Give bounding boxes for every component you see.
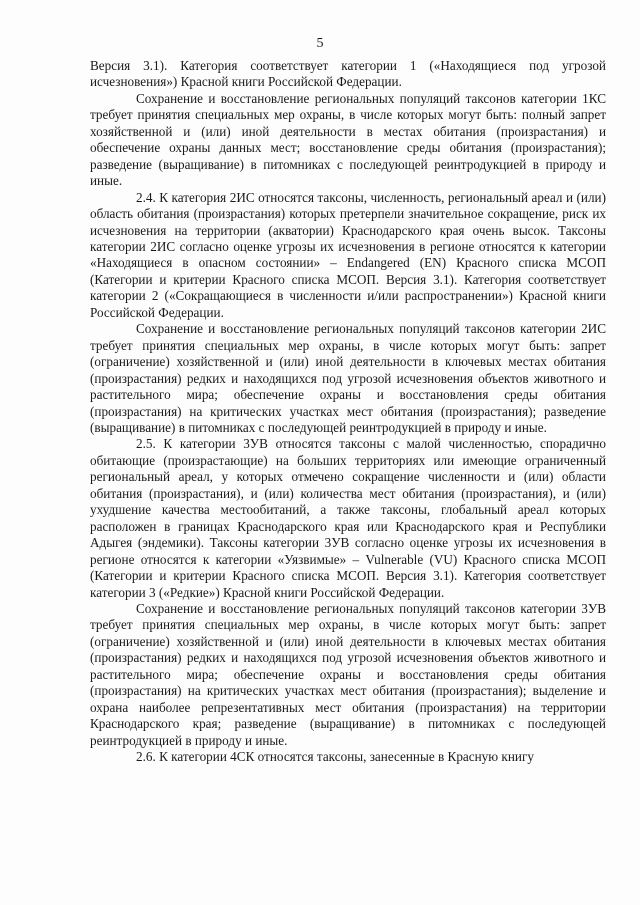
page-number: 5 [316,36,324,51]
paragraph-3uv-conservation: Сохранение и восстановление региональных популяций таксонов категории 3УВ требует принятия специальных мер охраны, в числе которых могут быть: запрет (ограничение) хозяйственной и (или) иной деятельности в ключевых местах обитания (произрастания) редких и находящихся под угрозой исчезновения объектов животного и растительного мира; обеспечение охраны и восстановления среды обитания (произрастания) на критических участках мест обитания (произрастания); выделение и охрана наиболее репрезентативных мест обитания (произрастания) на территории Краснодарского края; разведение (выращивание) в питомниках с последующей реинтродукцией в природу и иные. [90,600,606,748]
paragraph-continuation: Версия 3.1). Категория соответствует категории 1 («Находящиеся под угрозой исчезновения») Красной книги Российской Федерации. [90,58,606,90]
paragraph-2-6-category-4sk: 2.6. К категории 4СК относятся таксоны, занесенные в Красную книгу [136,749,534,765]
paragraph-1ks-conservation: Сохранение и восстановление региональных популяций таксонов категории 1КС требует принятия специальных мер охраны, в числе которых могут быть: полный запрет хозяйственной и (или) иной деятельности в местах обитания (произрастания) и обеспечение охраны данных мест; восстановление среды обитания (произрастания); разведение (выращивание) в питомниках с последующей реинтродукцией в природу и иные. [90,90,606,189]
paragraph-2is-conservation: Сохранение и восстановление региональных популяций таксонов категории 2ИС требует принятия специальных мер охраны, в числе которых могут быть: запрет (ограничение) хозяйственной и (или) иной деятельности в ключевых местах обитания (произрастания) редких и находящихся под угрозой исчезновения объектов животного и растительного мира; обеспечение охраны и восстановления среды обитания (произрастания) на критических участках мест обитания (произрастания); разведение (выращивание) в питомниках с последующей реинтродукцией в природу и иные. [90,321,606,435]
paragraph-2-5-category-3uv: 2.5. К категории 3УВ относятся таксоны с малой численностью, спорадично обитающие (произрастающие) на больших территориях или имеющие ограниченный региональный ареал, у которых отмечено сокращение численности и (или) области обитания (произрастания), и (или) количества мест обитания (произрастания), и (или) ухудшение качества местообитаний, а также таксоны, глобальный ареал которых расположен в границах Краснодарского края или Краснодарского края и Республики Адыгея (эндемики). Таксоны категории 3УВ согласно оценке угрозы их исчезновения в регионе относятся к категории «Уязвимые» – Vulnerable (VU) Красного списка МСОП (Категории и критерии Красного списка МСОП. Версия 3.1). Категория соответствует категории 3 («Редкие») Красной книги Российской Федерации. [90,436,606,600]
paragraph-2-4-category-2is: 2.4. К категория 2ИС относятся таксоны, численность, региональный ареал и (или) область обитания (произрастания) которых претерпели значительное сокращение, риск их исчезновения на территории (акватории) Краснодарского края очень высок. Таксоны категории 2ИС согласно оценке угрозы их исчезновения в регионе относятся к категории «Находящиеся в опасном состоянии» – Endangered (EN) Красного списка МСОП (Категории и критерии Красного списка МСОП. Версия 3.1). Категория соответствует категории 2 («Сокращающиеся в численности и/или распространении») Красной книги Российской Федерации. [90,189,606,320]
document-body [90,58,606,765]
